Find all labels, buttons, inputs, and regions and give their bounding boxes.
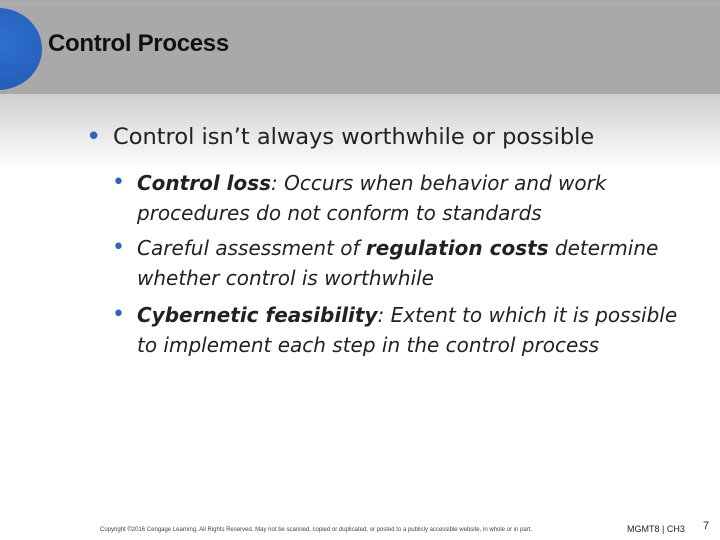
- page-number: 7: [703, 520, 710, 532]
- footer-course-label: MGMT8 | CH3: [627, 524, 685, 534]
- main-bullet-text: Control isn’t always worthwhile or possible: [113, 124, 595, 150]
- slide-title: Control Process: [48, 30, 229, 57]
- term-control-loss: Control loss: [137, 171, 272, 195]
- footer-copyright: Copyright ©2016 Cengage Learning. All Rights Reserved. May not be scanned, copied or duplicated, or posted to a publicly accessible website, in whole or in part.: [100, 527, 533, 533]
- sub-bullet-text: Cybernetic feasibility: Extent to which it is possible to implement each step in the control process: [137, 303, 678, 357]
- bullet-icon: •: [112, 302, 125, 327]
- sub-bullet-text: Careful assessment of regulation costs determine whether control is worthwhile: [137, 236, 659, 290]
- bullet-icon: •: [112, 235, 125, 260]
- bullet-icon: •: [86, 122, 102, 152]
- sub-bullet-text: Control loss: Occurs when behavior and work procedures do not conform to standards: [137, 171, 607, 225]
- term-cybernetic-feasibility: Cybernetic feasibility: [137, 303, 378, 327]
- bullet-icon: •: [112, 170, 125, 195]
- term-regulation-costs: regulation costs: [365, 236, 549, 260]
